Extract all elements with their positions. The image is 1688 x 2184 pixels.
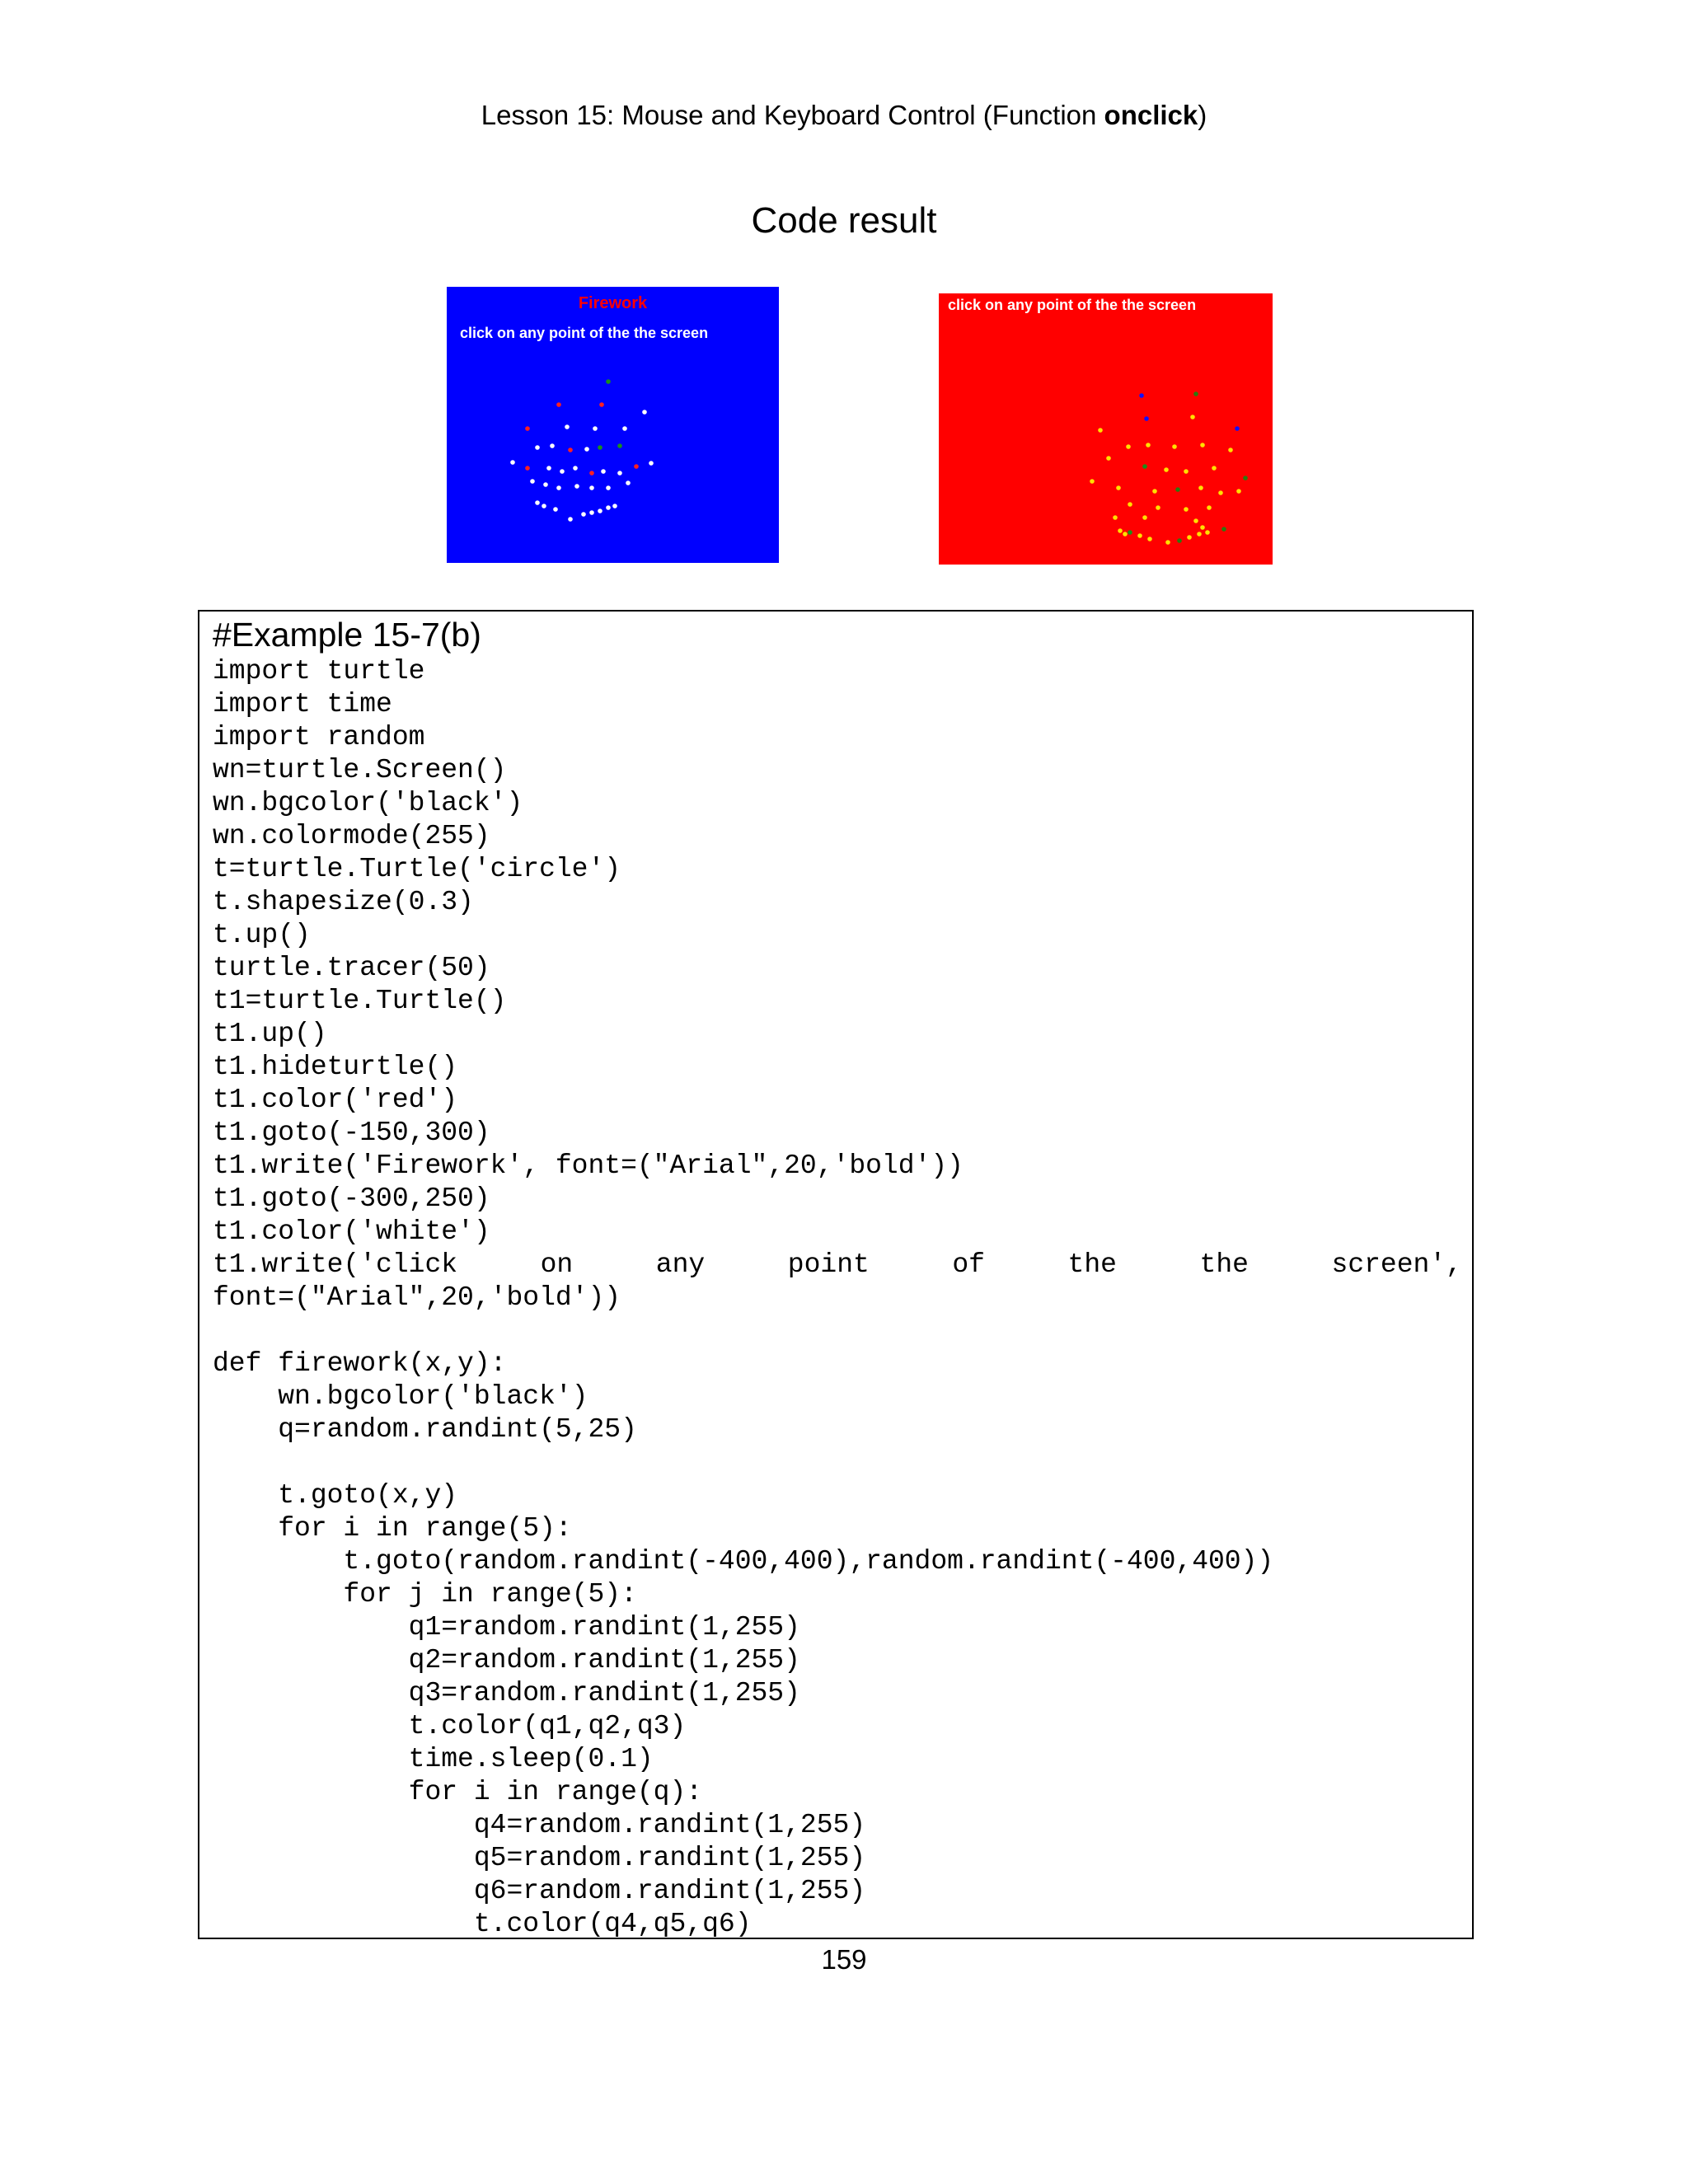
code-line: q3=random.randint(1,255) bbox=[213, 1678, 800, 1708]
firework-dot bbox=[1147, 537, 1152, 541]
code-word: any bbox=[655, 1249, 706, 1280]
firework-dot bbox=[589, 510, 594, 515]
code-line: q6=random.randint(1,255) bbox=[213, 1876, 866, 1906]
firework-dot bbox=[649, 461, 654, 466]
code-line: t.goto(random.randint(-400,400),random.randint(-400,400)) bbox=[213, 1546, 1274, 1577]
header-suffix: ) bbox=[1198, 100, 1207, 130]
firework-dot bbox=[1098, 428, 1103, 433]
firework-dot bbox=[593, 426, 598, 431]
firework-dot bbox=[542, 504, 546, 509]
code-line-blank bbox=[213, 1315, 1462, 1347]
firework-dot bbox=[1165, 540, 1170, 545]
firework-dot bbox=[1128, 530, 1132, 535]
code-word: t1.write('click bbox=[213, 1249, 458, 1280]
firework-dot bbox=[584, 447, 589, 452]
firework-dot bbox=[581, 512, 586, 517]
code-line: wn.colormode(255) bbox=[213, 821, 490, 851]
code-line: t.up() bbox=[213, 920, 311, 950]
firework-dot bbox=[1190, 415, 1195, 419]
code-word: point bbox=[787, 1249, 870, 1280]
firework-dot bbox=[617, 443, 622, 448]
firework-dot bbox=[1123, 532, 1128, 537]
firework-dot bbox=[535, 445, 540, 450]
firework-dot bbox=[1177, 538, 1182, 543]
firework-dot bbox=[598, 509, 603, 513]
firework-dot bbox=[573, 466, 578, 471]
firework-dot bbox=[606, 485, 611, 490]
code-line: wn.bgcolor('black') bbox=[213, 1381, 588, 1412]
code-line-justified bbox=[213, 1249, 1462, 1282]
firework-dot bbox=[601, 469, 606, 474]
firework-dot bbox=[1146, 443, 1151, 448]
code-line: wn.bgcolor('black') bbox=[213, 788, 523, 818]
firework-dot bbox=[1228, 448, 1233, 452]
firework-dot bbox=[1090, 479, 1095, 484]
firework-dot bbox=[1175, 487, 1180, 492]
firework-dot bbox=[565, 424, 570, 429]
firework-dot bbox=[599, 402, 604, 407]
code-listing bbox=[213, 655, 1462, 1939]
firework-dot bbox=[1184, 507, 1189, 512]
code-line: q=random.randint(5,25) bbox=[213, 1414, 637, 1445]
firework-dot bbox=[634, 464, 639, 469]
code-word: screen', bbox=[1331, 1249, 1462, 1280]
code-line: t1.goto(-150,300) bbox=[213, 1118, 490, 1148]
firework-dot bbox=[606, 379, 611, 384]
red-firework-dots bbox=[939, 293, 1273, 565]
firework-dot bbox=[1113, 515, 1118, 520]
firework-dot bbox=[1198, 485, 1203, 490]
firework-dot bbox=[1212, 466, 1217, 471]
firework-dot bbox=[1152, 489, 1157, 494]
firework-dot bbox=[1193, 391, 1198, 396]
firework-dot bbox=[1164, 467, 1169, 472]
firework-dot bbox=[550, 443, 555, 448]
firework-dot bbox=[1207, 505, 1212, 510]
code-line: font=("Arial",20,'bold')) bbox=[213, 1282, 621, 1313]
firework-dot bbox=[617, 471, 622, 476]
code-word: the bbox=[1199, 1249, 1249, 1280]
firework-dot bbox=[1221, 527, 1226, 532]
code-line: q1=random.randint(1,255) bbox=[213, 1612, 800, 1643]
firework-dot bbox=[553, 507, 558, 512]
firework-dot bbox=[568, 517, 573, 522]
code-line: for j in range(5): bbox=[213, 1579, 637, 1610]
firework-dot bbox=[574, 484, 579, 489]
firework-dot bbox=[1218, 490, 1223, 495]
firework-dot bbox=[560, 469, 565, 474]
code-line: def firework(x,y): bbox=[213, 1348, 507, 1379]
code-line: import turtle bbox=[213, 656, 425, 687]
red-result-screenshot bbox=[939, 293, 1273, 565]
page-number: 159 bbox=[821, 1944, 867, 1975]
code-box bbox=[198, 610, 1474, 1939]
code-line: t.shapesize(0.3) bbox=[213, 887, 474, 917]
firework-dot bbox=[1205, 530, 1210, 535]
firework-dot bbox=[1144, 416, 1149, 421]
section-heading: Code result bbox=[751, 200, 937, 241]
firework-dot bbox=[1142, 464, 1147, 469]
code-line: t1.write('Firework', font=("Arial",20,'bold')) bbox=[213, 1151, 964, 1181]
code-line: t1.hideturtle() bbox=[213, 1052, 458, 1082]
code-line: turtle.tracer(50) bbox=[213, 953, 490, 983]
code-example-title: #Example 15-7(b) bbox=[213, 616, 481, 654]
code-line: t.color(q4,q5,q6) bbox=[213, 1909, 752, 1939]
firework-dot bbox=[568, 448, 573, 452]
firework-dot bbox=[598, 445, 603, 450]
firework-dot bbox=[546, 466, 551, 471]
code-line: import random bbox=[213, 722, 425, 752]
firework-dot bbox=[525, 466, 530, 471]
firework-dot bbox=[622, 426, 627, 431]
code-line: q2=random.randint(1,255) bbox=[213, 1645, 800, 1675]
firework-dot bbox=[1142, 515, 1147, 520]
firework-dot bbox=[1126, 444, 1131, 449]
code-line: t1.up() bbox=[213, 1019, 327, 1049]
firework-dot bbox=[626, 480, 631, 485]
firework-dot bbox=[510, 460, 515, 465]
firework-dot bbox=[1156, 505, 1160, 510]
firework-dot bbox=[556, 402, 561, 407]
firework-dot bbox=[1197, 532, 1202, 537]
code-word: of bbox=[952, 1249, 985, 1280]
firework-dot bbox=[1200, 443, 1205, 448]
code-line: t.color(q1,q2,q3) bbox=[213, 1711, 687, 1741]
firework-dot bbox=[589, 471, 594, 476]
firework-dot bbox=[1243, 476, 1248, 480]
code-line: t1.color('red') bbox=[213, 1085, 458, 1115]
firework-dot bbox=[535, 500, 540, 505]
blue-result-screenshot bbox=[447, 287, 779, 563]
firework-dot bbox=[1184, 469, 1189, 474]
code-line: t1.goto(-300,250) bbox=[213, 1183, 490, 1214]
firework-dot bbox=[1118, 528, 1123, 533]
firework-dot bbox=[1128, 502, 1132, 507]
code-line: q4=random.randint(1,255) bbox=[213, 1810, 866, 1840]
code-line: t=turtle.Turtle('circle') bbox=[213, 854, 621, 884]
header-text: Lesson 15: Mouse and Keyboard Control (Function bbox=[481, 100, 1104, 130]
blue-screen-caption: click on any point of the the screen bbox=[460, 325, 709, 341]
firework-dot bbox=[1172, 444, 1177, 449]
firework-dot bbox=[1236, 489, 1241, 494]
code-line: t.goto(x,y) bbox=[213, 1480, 458, 1511]
code-word: the bbox=[1067, 1249, 1117, 1280]
firework-dot bbox=[1235, 426, 1240, 431]
firework-dot bbox=[1187, 535, 1192, 540]
header-bold-function: onclick bbox=[1104, 100, 1198, 130]
red-screen-caption: click on any point of the the screen bbox=[948, 297, 1197, 313]
firework-title: Firework bbox=[578, 294, 648, 312]
firework-dot bbox=[1106, 456, 1111, 461]
firework-dot bbox=[606, 505, 611, 510]
firework-dot bbox=[556, 485, 561, 490]
firework-dot bbox=[1193, 518, 1198, 523]
code-line: for i in range(q): bbox=[213, 1777, 703, 1807]
code-line: t1.color('white') bbox=[213, 1216, 490, 1247]
firework-dot bbox=[530, 479, 535, 484]
page-header bbox=[0, 97, 1688, 134]
firework-dot bbox=[1116, 485, 1121, 490]
firework-dot bbox=[543, 482, 548, 487]
code-line-blank bbox=[213, 1446, 1462, 1479]
code-word: on bbox=[540, 1249, 574, 1280]
firework-dot bbox=[1200, 525, 1205, 530]
firework-dot bbox=[589, 485, 594, 490]
code-line: t1=turtle.Turtle() bbox=[213, 986, 507, 1016]
code-line: q5=random.randint(1,255) bbox=[213, 1843, 866, 1873]
code-line: time.sleep(0.1) bbox=[213, 1744, 654, 1774]
code-line: for i in range(5): bbox=[213, 1513, 572, 1544]
firework-dot bbox=[525, 426, 530, 431]
code-line: import time bbox=[213, 689, 392, 719]
code-line: wn=turtle.Screen() bbox=[213, 755, 507, 785]
firework-dot bbox=[1137, 533, 1142, 538]
firework-dot bbox=[1139, 393, 1144, 398]
firework-dot bbox=[642, 410, 647, 415]
firework-dot bbox=[612, 504, 617, 509]
